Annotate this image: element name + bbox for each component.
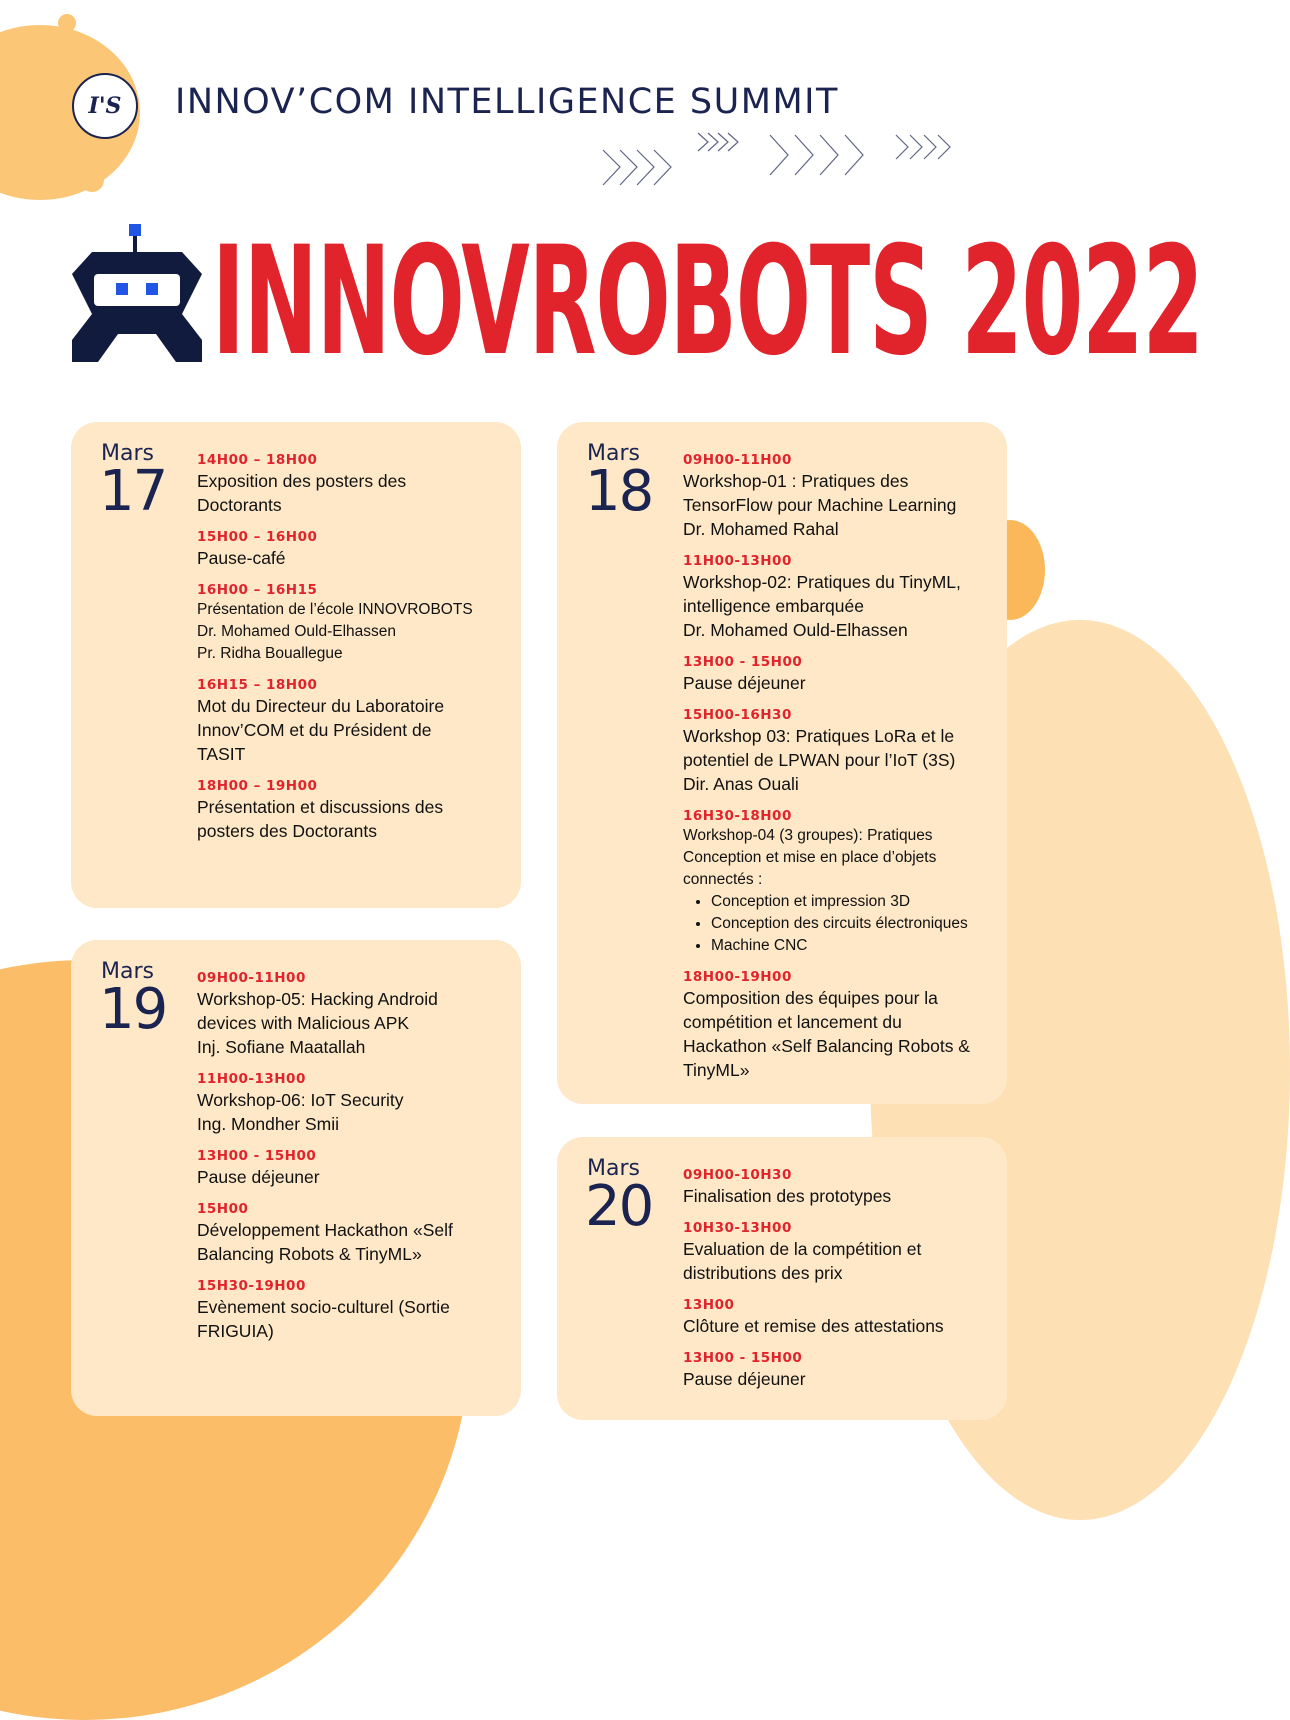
event-list (683, 1167, 991, 1403)
event-item (197, 1071, 505, 1136)
event-text: Dr. Mohamed Ould-Elhassen (197, 623, 397, 640)
date-label (99, 441, 167, 524)
event-time: 13H00 - 15H00 (683, 1350, 803, 1366)
event-item (197, 529, 505, 570)
event-item (197, 582, 505, 665)
summit-title: INNOV’COM INTELLIGENCE SUMMIT (175, 82, 839, 122)
event-text: TinyML» (683, 1060, 750, 1080)
date-label (585, 1156, 653, 1239)
event-time: 18H00-19H00 (683, 969, 792, 985)
event-text: potentiel de LPWAN pour l’IoT (3S) (683, 750, 956, 770)
event-time: 14H00 – 18H00 (197, 452, 318, 468)
event-item (683, 969, 991, 1082)
decor-dot-small (80, 168, 104, 192)
event-text: Workshop-01 : Pratiques des (683, 471, 909, 491)
event-text: Présentation et discussions des (197, 797, 444, 817)
event-text: Balancing Robots & TinyML» (197, 1244, 422, 1264)
event-item (683, 1350, 991, 1391)
event-text: Dr. Mohamed Ould-Elhassen (683, 620, 908, 640)
event-item (197, 452, 505, 517)
event-item (197, 677, 505, 766)
date-label (585, 441, 653, 524)
event-time: 15H00 (197, 1201, 249, 1217)
date-day: 20 (585, 1174, 653, 1239)
event-text: Mot du Directeur du Laboratoire (197, 696, 445, 716)
day-card-19 (71, 940, 521, 1416)
event-text: posters des Doctorants (197, 821, 377, 841)
summit-logo-text: I'S (88, 93, 122, 119)
event-text: Pause déjeuner (683, 1369, 806, 1389)
event-text: Composition des équipes pour la (683, 988, 938, 1008)
date-day: 19 (99, 977, 167, 1042)
event-text: Pr. Ridha Bouallegue (197, 645, 343, 662)
event-item (197, 1278, 505, 1343)
event-text: Doctorants (197, 495, 282, 515)
event-item (197, 778, 505, 843)
date-month: Mars (587, 1156, 640, 1181)
event-time: 11H00-13H00 (683, 553, 792, 569)
event-text: Dir. Anas Ouali (683, 774, 799, 794)
decor-dot-top (58, 14, 76, 32)
event-text: Développement Hackathon «Self (197, 1220, 453, 1240)
event-text: Exposition des posters des (197, 471, 407, 491)
event-text: Pause déjeuner (197, 1167, 320, 1187)
event-text: distributions des prix (683, 1263, 843, 1283)
event-item (683, 1297, 991, 1338)
event-item (683, 1220, 991, 1285)
robot-icon (72, 222, 202, 364)
event-text: Présentation de l’école INNOVROBOTS (197, 601, 473, 618)
event-item (683, 654, 991, 695)
event-item (197, 1148, 505, 1189)
decor-arrows (598, 125, 978, 200)
event-time: 09H00-11H00 (197, 970, 306, 986)
date-month: Mars (101, 441, 154, 466)
event-list (197, 452, 505, 855)
event-time: 09H00-11H00 (683, 452, 792, 468)
event-item (683, 553, 991, 642)
event-item (683, 1167, 991, 1208)
event-item (197, 1201, 505, 1266)
event-text: Hackathon «Self Balancing Robots & (683, 1036, 970, 1056)
event-text: Workshop 03: Pratiques LoRa et le (683, 726, 955, 746)
event-time: 13H00 - 15H00 (683, 654, 803, 670)
event-bullet: • Conception et impression 3D (711, 891, 991, 913)
date-label (99, 959, 167, 1042)
date-day: 18 (585, 459, 653, 524)
event-text: Workshop-05: Hacking Android (197, 989, 438, 1009)
event-time: 13H00 (683, 1297, 735, 1313)
event-time: 16H15 – 18H00 (197, 677, 318, 693)
event-time: 09H00-10H30 (683, 1167, 792, 1183)
event-bullet: • Machine CNC (711, 935, 991, 957)
day-card-17 (71, 422, 521, 908)
event-text: intelligence embarquée (683, 596, 864, 616)
event-text: compétition et lancement du (683, 1012, 902, 1032)
event-text: FRIGUIA) (197, 1321, 274, 1341)
event-text: Evaluation de la compétition et (683, 1239, 922, 1259)
event-time: 18H00 – 19H00 (197, 778, 318, 794)
event-time: 16H00 – 16H15 (197, 582, 318, 598)
summit-logo (72, 73, 138, 139)
event-bullet-list (683, 891, 991, 957)
event-time: 15H00-16H30 (683, 707, 792, 723)
event-time: 16H30-18H00 (683, 808, 792, 824)
event-text: TensorFlow pour Machine Learning (683, 495, 957, 515)
event-text: devices with Malicious APK (197, 1013, 410, 1033)
event-time: 13H00 - 15H00 (197, 1148, 317, 1164)
event-text: Dr. Mohamed Rahal (683, 519, 839, 539)
event-time: 15H00 – 16H00 (197, 529, 318, 545)
main-title: INNOVROBOTS 2022 (212, 215, 1203, 389)
event-bullet: • Conception des circuits électroniques (711, 913, 991, 935)
event-item (683, 808, 991, 957)
event-text: Clôture et remise des attestations (683, 1316, 944, 1336)
event-text: connectés : (683, 871, 763, 888)
day-card-20 (557, 1137, 1007, 1420)
event-text: Pause déjeuner (683, 673, 806, 693)
event-list (197, 970, 505, 1355)
event-text: Pause-café (197, 548, 286, 568)
event-time: 15H30-19H00 (197, 1278, 306, 1294)
event-item (683, 707, 991, 796)
event-text: Inj. Sofiane Maatallah (197, 1037, 366, 1057)
event-text: TASIT (197, 744, 246, 764)
event-text: Innov’COM et du Président de (197, 720, 432, 740)
event-text: Finalisation des prototypes (683, 1186, 892, 1206)
event-text: Workshop-02: Pratiques du TinyML, (683, 572, 961, 592)
event-time: 10H30-13H00 (683, 1220, 792, 1236)
event-text: Conception et mise en place d’objets (683, 849, 937, 866)
event-time: 11H00-13H00 (197, 1071, 306, 1087)
date-day: 17 (99, 459, 167, 524)
event-item (197, 970, 505, 1059)
event-list (683, 452, 991, 1094)
date-month: Mars (587, 441, 640, 466)
event-text: Workshop-06: IoT Security (197, 1090, 404, 1110)
event-item (683, 452, 991, 541)
event-text: Evènement socio-culturel (Sortie (197, 1297, 450, 1317)
date-month: Mars (101, 959, 154, 984)
event-text: Workshop-04 (3 groupes): Pratiques (683, 827, 933, 844)
day-card-18 (557, 422, 1007, 1104)
event-text: Ing. Mondher Smii (197, 1114, 340, 1134)
